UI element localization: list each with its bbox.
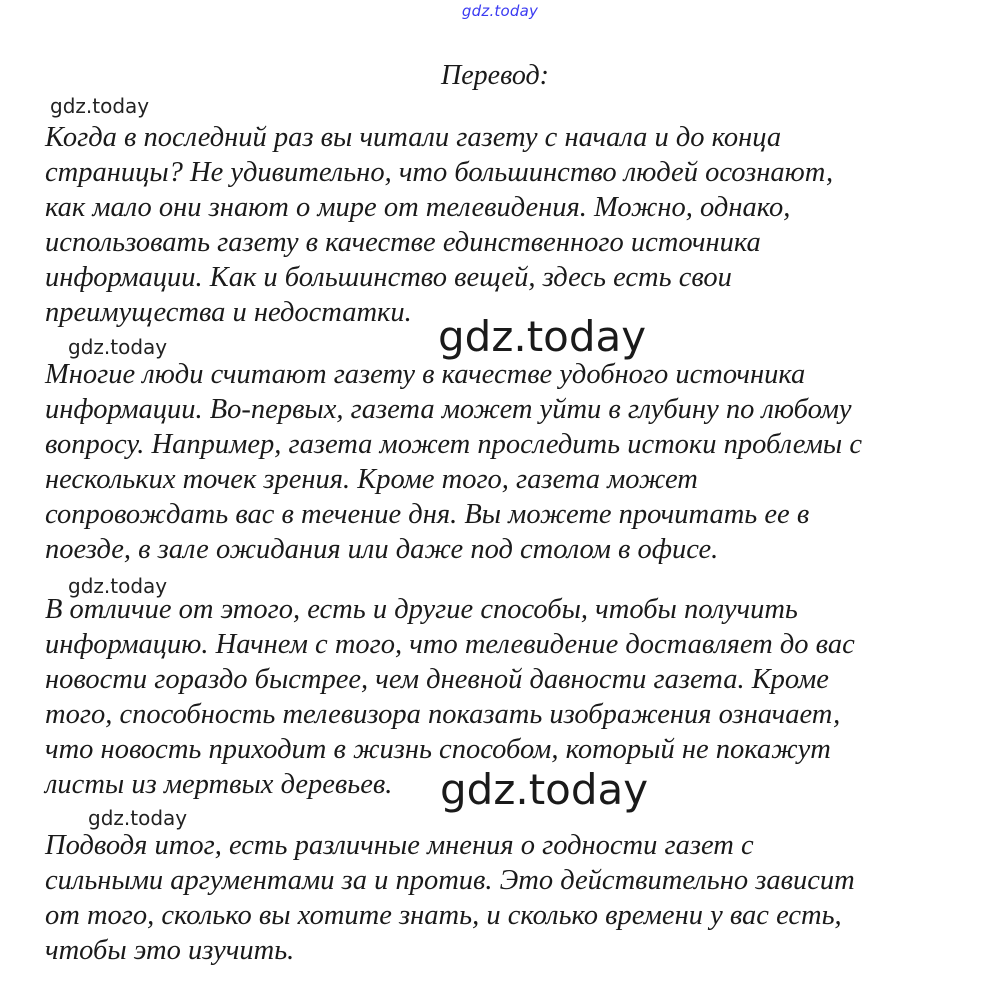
watermark-small: gdz.today	[50, 94, 150, 118]
page-title: Перевод:	[441, 60, 549, 91]
paragraph-line: нескольких точек зрения. Кроме того, газета может	[45, 464, 698, 495]
paragraph-line: что новость приходит в жизнь способом, который не покажут	[45, 734, 831, 765]
paragraph-line: того, способность телевизора показать изображения означает,	[45, 699, 841, 730]
watermark-large: gdz.today	[440, 765, 649, 814]
paragraph-line: поезде, в зале ожидания или даже под столом в офисе.	[45, 534, 719, 565]
paragraph-line: от того, сколько вы хотите знать, и сколько времени у вас есть,	[45, 900, 842, 931]
paragraph-line: Когда в последний раз вы читали газету с начала и до конца	[45, 122, 782, 153]
paragraph-line: информации. Во-первых, газета может уйти в глубину по любому	[45, 394, 852, 425]
watermark-large: gdz.today	[438, 312, 647, 361]
paragraph-line: информации. Как и большинство вещей, здесь есть свои	[45, 262, 732, 293]
paragraph-2	[45, 357, 945, 567]
watermark-small: gdz.today	[88, 806, 188, 830]
paragraph-line: как мало они знают о мире от телевидения. Можно, однако,	[45, 192, 791, 223]
paragraph-line: сильными аргументами за и против. Это действительно зависит	[45, 865, 855, 896]
paragraph-line: информацию. Начнем с того, что телевидение доставляет до вас	[45, 629, 855, 660]
paragraph-line: сопровождать вас в течение дня. Вы можете прочитать ее в	[45, 499, 810, 530]
paragraph-line: использовать газету в качестве единственного источника	[45, 227, 761, 258]
top-watermark: gdz.today	[461, 2, 539, 20]
paragraph-line: новости гораздо быстрее, чем дневной давности газета. Кроме	[45, 664, 829, 695]
watermark-small: gdz.today	[68, 574, 168, 598]
paragraph-line: страницы? Не удивительно, что большинство людей осознают,	[45, 157, 834, 188]
paragraph-1	[45, 120, 945, 330]
paragraph-line: листы из мертвых деревьев.	[45, 769, 393, 800]
paragraph-line: В отличие от этого, есть и другие способы, чтобы получить	[45, 594, 798, 625]
paragraph-line: преимущества и недостатки.	[45, 297, 412, 328]
paragraph-line: Многие люди считают газету в качестве удобного источника	[45, 359, 806, 390]
paragraph-line: вопросу. Например, газета может проследить истоки проблемы с	[45, 429, 862, 460]
watermark-small: gdz.today	[68, 335, 168, 359]
paragraph-line: чтобы это изучить.	[45, 935, 295, 966]
paragraph-4	[45, 828, 945, 968]
paragraph-line: Подводя итог, есть различные мнения о годности газет с	[45, 830, 754, 861]
